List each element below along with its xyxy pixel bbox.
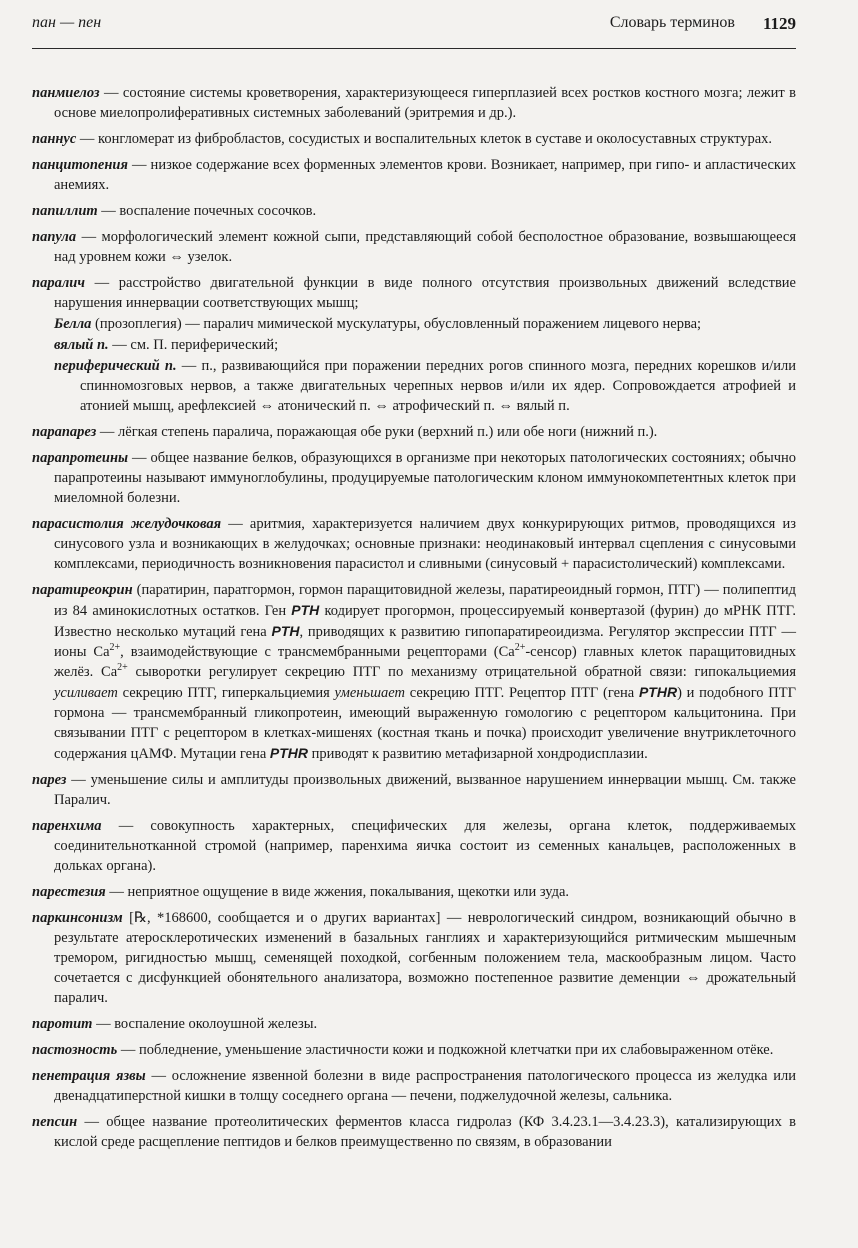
entry-penetraciya — [32, 1066, 796, 1106]
entries-body — [32, 83, 796, 1152]
subentry-perifericheskiy — [54, 356, 796, 416]
section-title: Словарь терминов — [609, 14, 735, 31]
entry-parenhima — [32, 816, 796, 876]
entry-term: паренхима — [32, 818, 102, 834]
subentry-vyaly — [54, 335, 796, 355]
entry-pastoznost — [32, 1040, 796, 1060]
entry-paresteziya — [32, 882, 796, 902]
entry-text: ) и подобного ПТГ гормона — трансмембранный гликопротеин, имеющий выраженную гомологию с рецептором кальцитонина. При связывании ПТГ с рецептором в клетках-мишенях (костная ткань и почка) происходит увеличение внутриклеточного содержания цАМФ. Мутации гена — [54, 685, 796, 762]
entry-term: папула — [32, 229, 77, 245]
entry-definition: — побледнение, уменьшение эластичности кожи и подкожной клетчатки при их слабовыраженном отёке. — [117, 1042, 774, 1058]
entry-term: парез — [32, 772, 67, 788]
entry-definition: — состояние системы кроветворения, характеризующееся гиперплазией всех ростков костного мозга; лежит в основе миелопролиферативных системных заболеваний (эритремия и др.). — [54, 85, 796, 121]
entry-parotit — [32, 1014, 796, 1034]
entry-definition: — низкое содержание всех форменных элементов крови. Возникает, например, при гипо- и апластических анемиях. — [54, 157, 796, 193]
entry-definition: — совокупность характерных, специфических для железы, органа клеток, поддерживаемых соединительнотканной стромой (например, паренхима яичка состоит из семенных канальцев, расположенных в дольках органа). — [54, 818, 796, 874]
gene-name: PTHR — [638, 684, 678, 700]
entry-pannus — [32, 129, 796, 149]
header-right — [610, 14, 796, 34]
entry-term: пенетрация язвы — [32, 1068, 146, 1084]
entry-definition: — лёгкая степень паралича, поражающая обе руки (верхний п.) или обе ноги (нижний п.). — [96, 424, 658, 440]
entry-definition: — п., развивающийся при поражении передних рогов спинного мозга, передних корешков и/или спинномозговых нервов, а также двигательных черепных нервов и/или их ядер. Сопровождается атрофией и атонией мышц, арефлексией ⇔ атонический п. ⇔ атрофический п. ⇔ вялый п. — [80, 358, 796, 414]
entry-term: парестезия — [32, 884, 106, 900]
entry-term: парапарез — [32, 424, 97, 440]
entry-parasistoliya — [32, 514, 796, 574]
gene-name: PTH — [291, 602, 320, 618]
entry-pancitopeniya — [32, 155, 796, 195]
entry-text: , взаимодействующие с трансмембранными рецепторами (Ca — [120, 644, 515, 660]
entry-term: парапротеины — [32, 450, 129, 466]
entry-definition: — морфологический элемент кожной сыпи, представляющий собой бесполостное образование, возвышающееся над уровнем кожи ⇔ узелок. — [54, 229, 796, 265]
emphasis-text: уменьшает — [334, 685, 405, 701]
gene-name: PTHR — [269, 745, 309, 761]
entry-text: секрецию ПТГ, гиперкальциемия — [117, 685, 335, 701]
running-head-range: пан — пен — [32, 14, 102, 31]
entry-term: Белла — [54, 316, 92, 332]
entry-text: (паратирин, паратгормон, гормон паращитовидной железы, паратиреоидный гормон, ПТГ) — полипептид из 84 аминокислотных остатков. Ген — [54, 582, 796, 619]
entry-term: паннус — [32, 131, 77, 147]
subentry-bella — [54, 314, 796, 334]
entry-text: , приводящих к развитию гипопаратиреоидизма. Регулятор экспрессии ПТГ — ионы Ca — [54, 624, 796, 660]
entry-text: сыворотки регулирует секрецию ПТГ по механизму отрицательной обратной связи: гипокальциемия — [127, 664, 796, 680]
entry-definition: — общее название протеолитических ферментов класса гидролаз (КФ 3.4.23.1—3.4.23.3), катализирующих в кислой среде расщепление пептидов и белков преимущественно по связям, в образовании — [54, 1114, 796, 1150]
entry-term: пастозность — [32, 1042, 118, 1058]
entry-parkinsonizm — [32, 908, 796, 1008]
entry-definition: — общее название белков, образующихся в организме при некоторых патологических состояниях; обычно парапротеины называют иммуноглобулины, продуцируемые патологическим клоном иммунокомпетентных клеток при миеломной болезни. — [54, 450, 796, 506]
entry-definition: — воспаление почечных сосочков. — [97, 203, 317, 219]
entry-term: панцитопения — [32, 157, 128, 173]
entry-term: паркинсонизм — [32, 910, 123, 926]
entry-definition: — уменьшение силы и амплитуды произвольных движений, вызванное нарушением иннервации мышц. См. также Паралич. — [54, 772, 796, 808]
entry-paraproteiny — [32, 448, 796, 508]
superscript-charge: 2+ — [109, 642, 121, 654]
entry-text: -сенсор) главных клеток паращитовидных желёз. Ca — [54, 644, 797, 680]
entry-definition: — конгломерат из фибробластов, сосудистых и воспалительных клеток в суставе и околосуставных структурах. — [76, 131, 773, 147]
entry-papula — [32, 227, 796, 267]
entry-definition: — осложнение язвенной болезни в виде распространения патологического процесса из желудка или двенадцатиперстной кишки в толщу соседнего органа — печени, поджелудочной железы, сальника. — [54, 1068, 796, 1104]
emphasis-text: усиливает — [54, 685, 118, 701]
entry-term: парасистолия желудочковая — [32, 516, 222, 532]
entry-term: пепсин — [32, 1114, 78, 1130]
entry-paralich — [32, 273, 796, 313]
entry-term: панмиелоз — [32, 85, 100, 101]
entry-text: кодирует прогормон, процессируемый конвертазой (фурин) до мРНК ПТГ. Известно несколько мутаций гена — [54, 603, 796, 640]
gene-name: PTH — [271, 623, 300, 639]
entry-paraparez — [32, 422, 796, 442]
entry-definition: (прозоплегия) — паралич мимической мускулатуры, обусловленный поражением лицевого нерва; — [91, 316, 702, 332]
entry-text: секрецию ПТГ. Рецептор ПТГ (гена — [404, 685, 639, 701]
entry-paratireokrin — [32, 580, 796, 764]
entry-definition: — расстройство двигательной функции в виде полного отсутствия произвольных движений вследствие нарушения иннервации соответствующих мышц; — [54, 275, 796, 311]
entry-panmieloz — [32, 83, 796, 123]
entry-pepsin — [32, 1112, 796, 1152]
entry-term: периферический п. — [54, 358, 177, 374]
superscript-charge: 2+ — [117, 662, 128, 674]
entry-papillit — [32, 201, 796, 221]
entry-term: вялый п. — [54, 337, 109, 353]
entry-definition: — воспаление околоушной железы. — [92, 1016, 318, 1032]
entry-parez — [32, 770, 796, 810]
page-number: 1129 — [762, 14, 796, 33]
entry-definition: — см. П. периферический; — [108, 337, 279, 353]
entry-term: паротит — [32, 1016, 93, 1032]
entry-term: паралич — [32, 275, 85, 291]
entry-term: паратиреокрин — [32, 582, 133, 598]
entry-definition: — неприятное ощущение в виде жжения, покалывания, щекотки или зуда. — [105, 884, 570, 900]
superscript-charge: 2+ — [514, 642, 526, 654]
entry-term: папиллит — [32, 203, 98, 219]
entry-text: приводят к развитию метафизарной хондродисплазии. — [308, 746, 648, 762]
entry-definition: — аритмия, характеризуется наличием двух конкурирующих ритмов, проводящихся из синусового узла и возникающих в желудочках; основные признаки: неодинаковый интервал сцепления с синусовыми комплексами, периодичность возникновения парасистол и сливными (синусовый + парасистолический) комплексами. — [54, 516, 796, 572]
entry-definition: [℞, *168600, сообщается и о других вариантах] — неврологический синдром, возникающий обычно в результате атеросклеротических изменений в базальных ганглиях и характеризующийся ритмическим мышечным тремором, ригидностью мышц, семенящей походкой, согбенным положением тела, маскообразным лицом. Часто сочетается с дисфункцией обонятельного анализатора, возможно постепенное развитие деменции ⇔ дрожательный паралич. — [54, 910, 796, 1006]
page-header — [32, 14, 796, 49]
